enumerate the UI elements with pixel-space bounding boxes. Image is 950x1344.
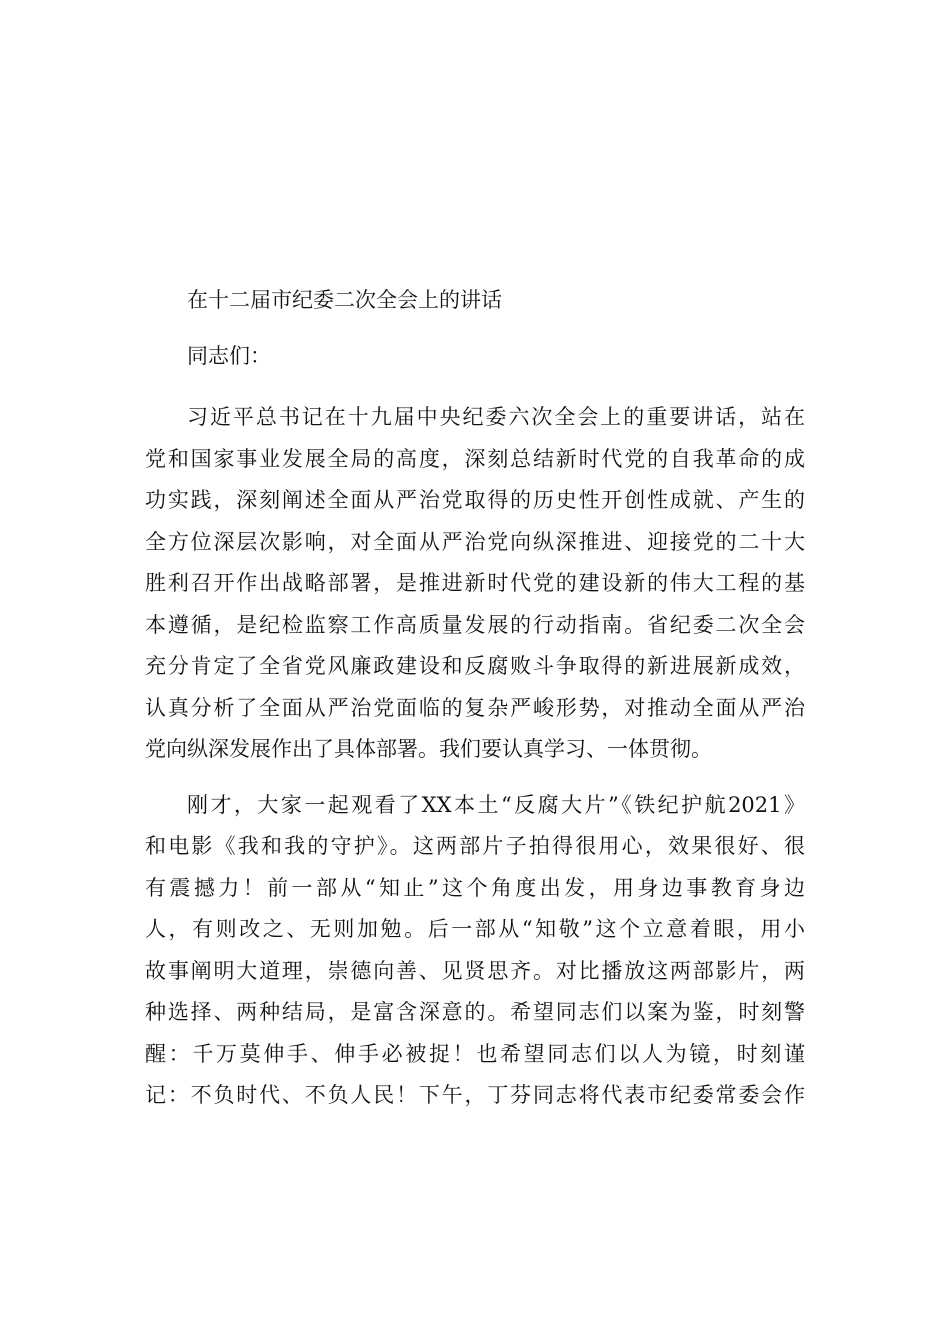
paragraph-line: 功实践，深刻阐述全面从严治党取得的历史性开创性成就、产生的 (145, 488, 805, 512)
paragraph-line: 种选择、两种结局，是富含深意的。希望同志们以案为鉴，时刻警 (145, 1000, 805, 1024)
paragraph-line: 有震撼力！前一部从“知止”这个角度出发，用身边事教育身边 (145, 875, 805, 900)
paragraph-line: 和电影《我和我的守护》。这两部片子拍得很用心，效果很好、很 (145, 834, 805, 858)
paragraph-line: 胜利召开作出战略部署，是推进新时代党的建设新的伟大工程的基 (145, 571, 805, 595)
paragraph-2 (145, 785, 805, 1117)
salutation: 同志们： (187, 344, 271, 368)
paragraph-line: 本遵循，是纪检监察工作高质量发展的行动指南。省纪委二次全会 (145, 612, 805, 637)
paragraph-line: 醒：千万莫伸手、伸手必被捉！也希望同志们以人为镜，时刻谨 (145, 1041, 805, 1066)
document-body (145, 281, 805, 1117)
paragraph-line: 全方位深层次影响，对全面从严治党向纵深推进、迎接党的二十大 (145, 529, 805, 554)
paragraph-line: 习近平总书记在十九届中央纪委六次全会上的重要讲话，站在 (187, 405, 805, 429)
paragraph-1 (145, 397, 805, 771)
paragraph-line: 党向纵深发展作出了具体部署。我们要认真学习、一体贯彻。 (145, 737, 712, 761)
paragraph-line: 党和国家事业发展全局的高度，深刻总结新时代党的自我革命的成 (145, 446, 805, 471)
document-title: 在十二届市纪委二次全会上的讲话 (187, 288, 502, 312)
paragraph-line: 刚才，大家一起观看了XX本土“反腐大片”《铁纪护航2021》 (187, 792, 805, 817)
paragraph-line: 充分肯定了全省党风廉政建设和反腐败斗争取得的新进展新成效， (145, 654, 805, 678)
paragraph-line: 故事阐明大道理，崇德向善、见贤思齐。对比播放这两部影片，两 (145, 958, 805, 983)
paragraph-line: 认真分析了全面从严治党面临的复杂严峻形势，对推动全面从严治 (145, 695, 805, 720)
paragraph-line: 记：不负时代、不负人民！下午，丁芬同志将代表市纪委常委会作 (145, 1083, 805, 1107)
paragraph-line: 人，有则改之、无则加勉。后一部从“知敬”这个立意着眼，用小 (145, 917, 805, 941)
